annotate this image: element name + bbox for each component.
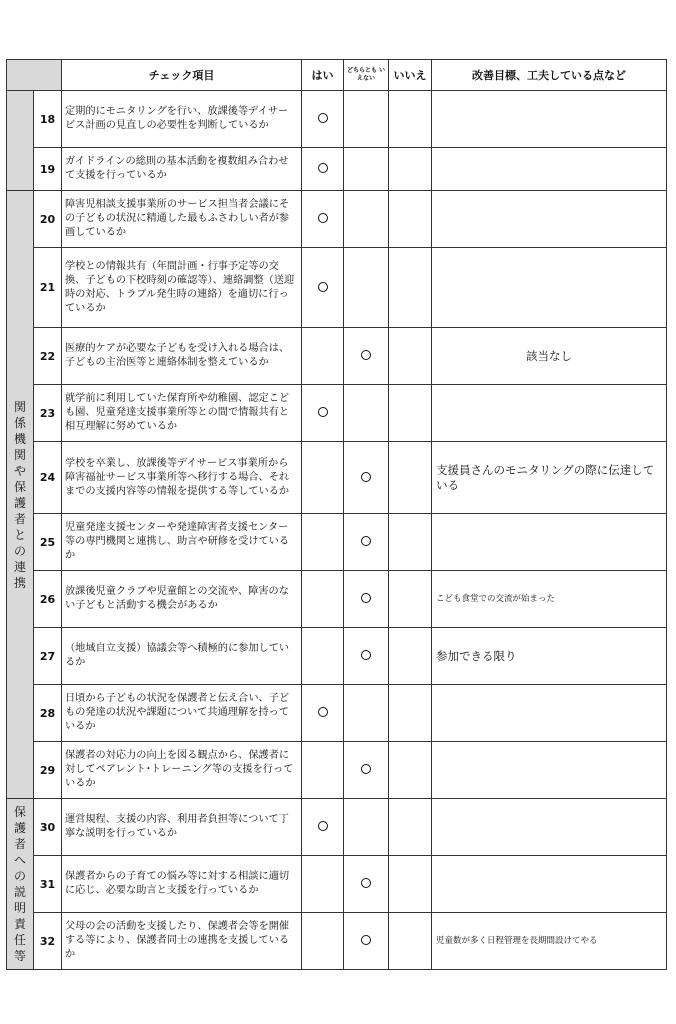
check-item-text: 就学前に利用していた保育所や幼稚園、認定こども園、児童発達支援事業所等との間で情報共有と相互理解に努めているか <box>62 385 302 442</box>
note-cell <box>432 799 667 856</box>
note-cell: 該当なし <box>432 328 667 385</box>
answer-no-cell <box>389 913 432 970</box>
category-label: 保護者への説明責任等 <box>13 805 26 963</box>
answer-no-cell <box>389 385 432 442</box>
answer-circle-icon <box>361 764 371 774</box>
answer-neither-cell <box>344 191 389 248</box>
note-cell: 参加できる限り <box>432 628 667 685</box>
checklist-table <box>6 59 667 970</box>
row-number: 21 <box>34 248 62 328</box>
note-cell: 支援員さんのモニタリングの際に伝達している <box>432 442 667 514</box>
answer-no-cell <box>389 799 432 856</box>
table-row <box>7 442 667 514</box>
answer-yes-cell <box>302 328 344 385</box>
answer-yes-cell <box>302 514 344 571</box>
answer-yes-cell <box>302 856 344 913</box>
answer-yes-cell <box>302 742 344 799</box>
check-item-text: 放課後児童クラブや児童館との交流や、障害のない子どもと活動する機会があるか <box>62 571 302 628</box>
note-cell <box>432 91 667 148</box>
answer-neither-cell <box>344 248 389 328</box>
answer-neither-cell <box>344 571 389 628</box>
answer-yes-cell <box>302 385 344 442</box>
answer-neither-cell <box>344 685 389 742</box>
answer-yes-cell <box>302 628 344 685</box>
answer-circle-icon <box>361 878 371 888</box>
answer-no-cell <box>389 148 432 191</box>
answer-neither-cell <box>344 628 389 685</box>
answer-neither-cell <box>344 913 389 970</box>
check-item-text: 児童発達支援センターや発達障害者支援センター等の専門機関と連携し、助言や研修を受けているか <box>62 514 302 571</box>
table-row <box>7 628 667 685</box>
answer-circle-icon <box>361 472 371 482</box>
row-number: 29 <box>34 742 62 799</box>
note-cell: 児童数が多く日程管理を長期間設けてやる <box>432 913 667 970</box>
table-row <box>7 913 667 970</box>
answer-circle-icon <box>318 707 328 717</box>
check-item-text: ガイドラインの総則の基本活動を複数組み合わせて支援を行っているか <box>62 148 302 191</box>
note-cell <box>432 685 667 742</box>
check-item-text: 保護者からの子育ての悩み等に対する相談に適切に応じ、必要な助言と支援を行っているか <box>62 856 302 913</box>
table-row <box>7 856 667 913</box>
answer-yes-cell <box>302 685 344 742</box>
row-number: 22 <box>34 328 62 385</box>
evaluation-sheet <box>6 59 666 970</box>
row-number: 30 <box>34 799 62 856</box>
check-item-text: 運営規程、支援の内容、利用者負担等について丁寧な説明を行っているか <box>62 799 302 856</box>
answer-neither-cell <box>344 856 389 913</box>
answer-circle-icon <box>361 593 371 603</box>
answer-yes-cell <box>302 571 344 628</box>
header-notes: 改善目標、工夫している点など <box>432 60 667 91</box>
answer-circle-icon <box>318 821 328 831</box>
answer-no-cell <box>389 248 432 328</box>
answer-circle-icon <box>318 407 328 417</box>
answer-yes-cell <box>302 91 344 148</box>
table-row <box>7 799 667 856</box>
answer-yes-cell <box>302 913 344 970</box>
table-row <box>7 191 667 248</box>
category-setsumei <box>7 799 34 970</box>
answer-yes-cell <box>302 248 344 328</box>
answer-neither-cell <box>344 385 389 442</box>
table-row <box>7 571 667 628</box>
answer-no-cell <box>389 328 432 385</box>
header-neither: どちらとも いえない <box>344 60 389 91</box>
answer-yes-cell <box>302 799 344 856</box>
header-row <box>7 60 667 91</box>
row-number: 28 <box>34 685 62 742</box>
answer-neither-cell <box>344 328 389 385</box>
answer-circle-icon <box>318 282 328 292</box>
category-label: 関係機関や保護者との連携 <box>13 399 26 590</box>
check-item-text: 医療的ケアが必要な子どもを受け入れる場合は、子どもの主治医等と連絡体制を整えているか <box>62 328 302 385</box>
table-row <box>7 742 667 799</box>
row-number: 27 <box>34 628 62 685</box>
header-check-item: チェック項目 <box>62 60 302 91</box>
answer-no-cell <box>389 685 432 742</box>
header-yes: はい <box>302 60 344 91</box>
row-number: 32 <box>34 913 62 970</box>
answer-no-cell <box>389 571 432 628</box>
row-number: 25 <box>34 514 62 571</box>
check-item-text: 日頃から子どもの状況を保護者と伝え合い、子どもの発達の状況や課題について共通理解を持っているか <box>62 685 302 742</box>
note-cell <box>432 385 667 442</box>
row-number: 26 <box>34 571 62 628</box>
answer-circle-icon <box>318 113 328 123</box>
answer-neither-cell <box>344 514 389 571</box>
header-no: いいえ <box>389 60 432 91</box>
row-number: 19 <box>34 148 62 191</box>
row-number: 24 <box>34 442 62 514</box>
table-row <box>7 328 667 385</box>
table-row <box>7 514 667 571</box>
check-item-text: 障害児相談支援事業所のサービス担当者会議にその子どもの状況に精通した最もふさわしい者が参画しているか <box>62 191 302 248</box>
answer-neither-cell <box>344 91 389 148</box>
answer-circle-icon <box>318 163 328 173</box>
note-cell <box>432 248 667 328</box>
answer-no-cell <box>389 742 432 799</box>
answer-no-cell <box>389 514 432 571</box>
answer-no-cell <box>389 442 432 514</box>
note-cell <box>432 148 667 191</box>
answer-no-cell <box>389 91 432 148</box>
note-cell <box>432 514 667 571</box>
answer-circle-icon <box>361 350 371 360</box>
row-number: 31 <box>34 856 62 913</box>
answer-yes-cell <box>302 148 344 191</box>
check-item-text: 保護者の対応力の向上を図る観点から、保護者に対してペアレント･トレーニング等の支援を行っているか <box>62 742 302 799</box>
check-item-text: 定期的にモニタリングを行い、放課後等デイサービス計画の見直しの必要性を判断しているか <box>62 91 302 148</box>
category-renkei <box>7 191 34 799</box>
note-cell <box>432 856 667 913</box>
row-number: 18 <box>34 91 62 148</box>
answer-circle-icon <box>318 213 328 223</box>
table-row <box>7 385 667 442</box>
answer-yes-cell <box>302 191 344 248</box>
table-row <box>7 248 667 328</box>
answer-circle-icon <box>361 536 371 546</box>
row-number: 23 <box>34 385 62 442</box>
answer-no-cell <box>389 856 432 913</box>
check-item-text: 父母の会の活動を支援したり、保護者会等を開催する等により、保護者同士の連携を支援しているか <box>62 913 302 970</box>
note-cell <box>432 191 667 248</box>
answer-neither-cell <box>344 742 389 799</box>
row-number: 20 <box>34 191 62 248</box>
check-item-text: （地域自立支援）協議会等へ積極的に参加しているか <box>62 628 302 685</box>
answer-neither-cell <box>344 799 389 856</box>
table-row <box>7 148 667 191</box>
note-cell: こども食堂での交流が始まった <box>432 571 667 628</box>
category-cell-top <box>7 91 34 191</box>
answer-neither-cell <box>344 442 389 514</box>
header-corner <box>7 60 62 91</box>
answer-no-cell <box>389 191 432 248</box>
check-item-text: 学校を卒業し、放課後等デイサービス事業所から障害福祉サービス事業所等へ移行する場合、それまでの支援内容等の情報を提供する等しているか <box>62 442 302 514</box>
answer-yes-cell <box>302 442 344 514</box>
answer-neither-cell <box>344 148 389 191</box>
note-cell <box>432 742 667 799</box>
answer-circle-icon <box>361 650 371 660</box>
table-row <box>7 685 667 742</box>
answer-no-cell <box>389 628 432 685</box>
answer-circle-icon <box>361 935 371 945</box>
check-item-text: 学校との情報共有（年間計画・行事予定等の交換、子どもの下校時刻の確認等）、連絡調整（送迎時の対応、トラブル発生時の連絡）を適切に行っているか <box>62 248 302 328</box>
table-row <box>7 91 667 148</box>
